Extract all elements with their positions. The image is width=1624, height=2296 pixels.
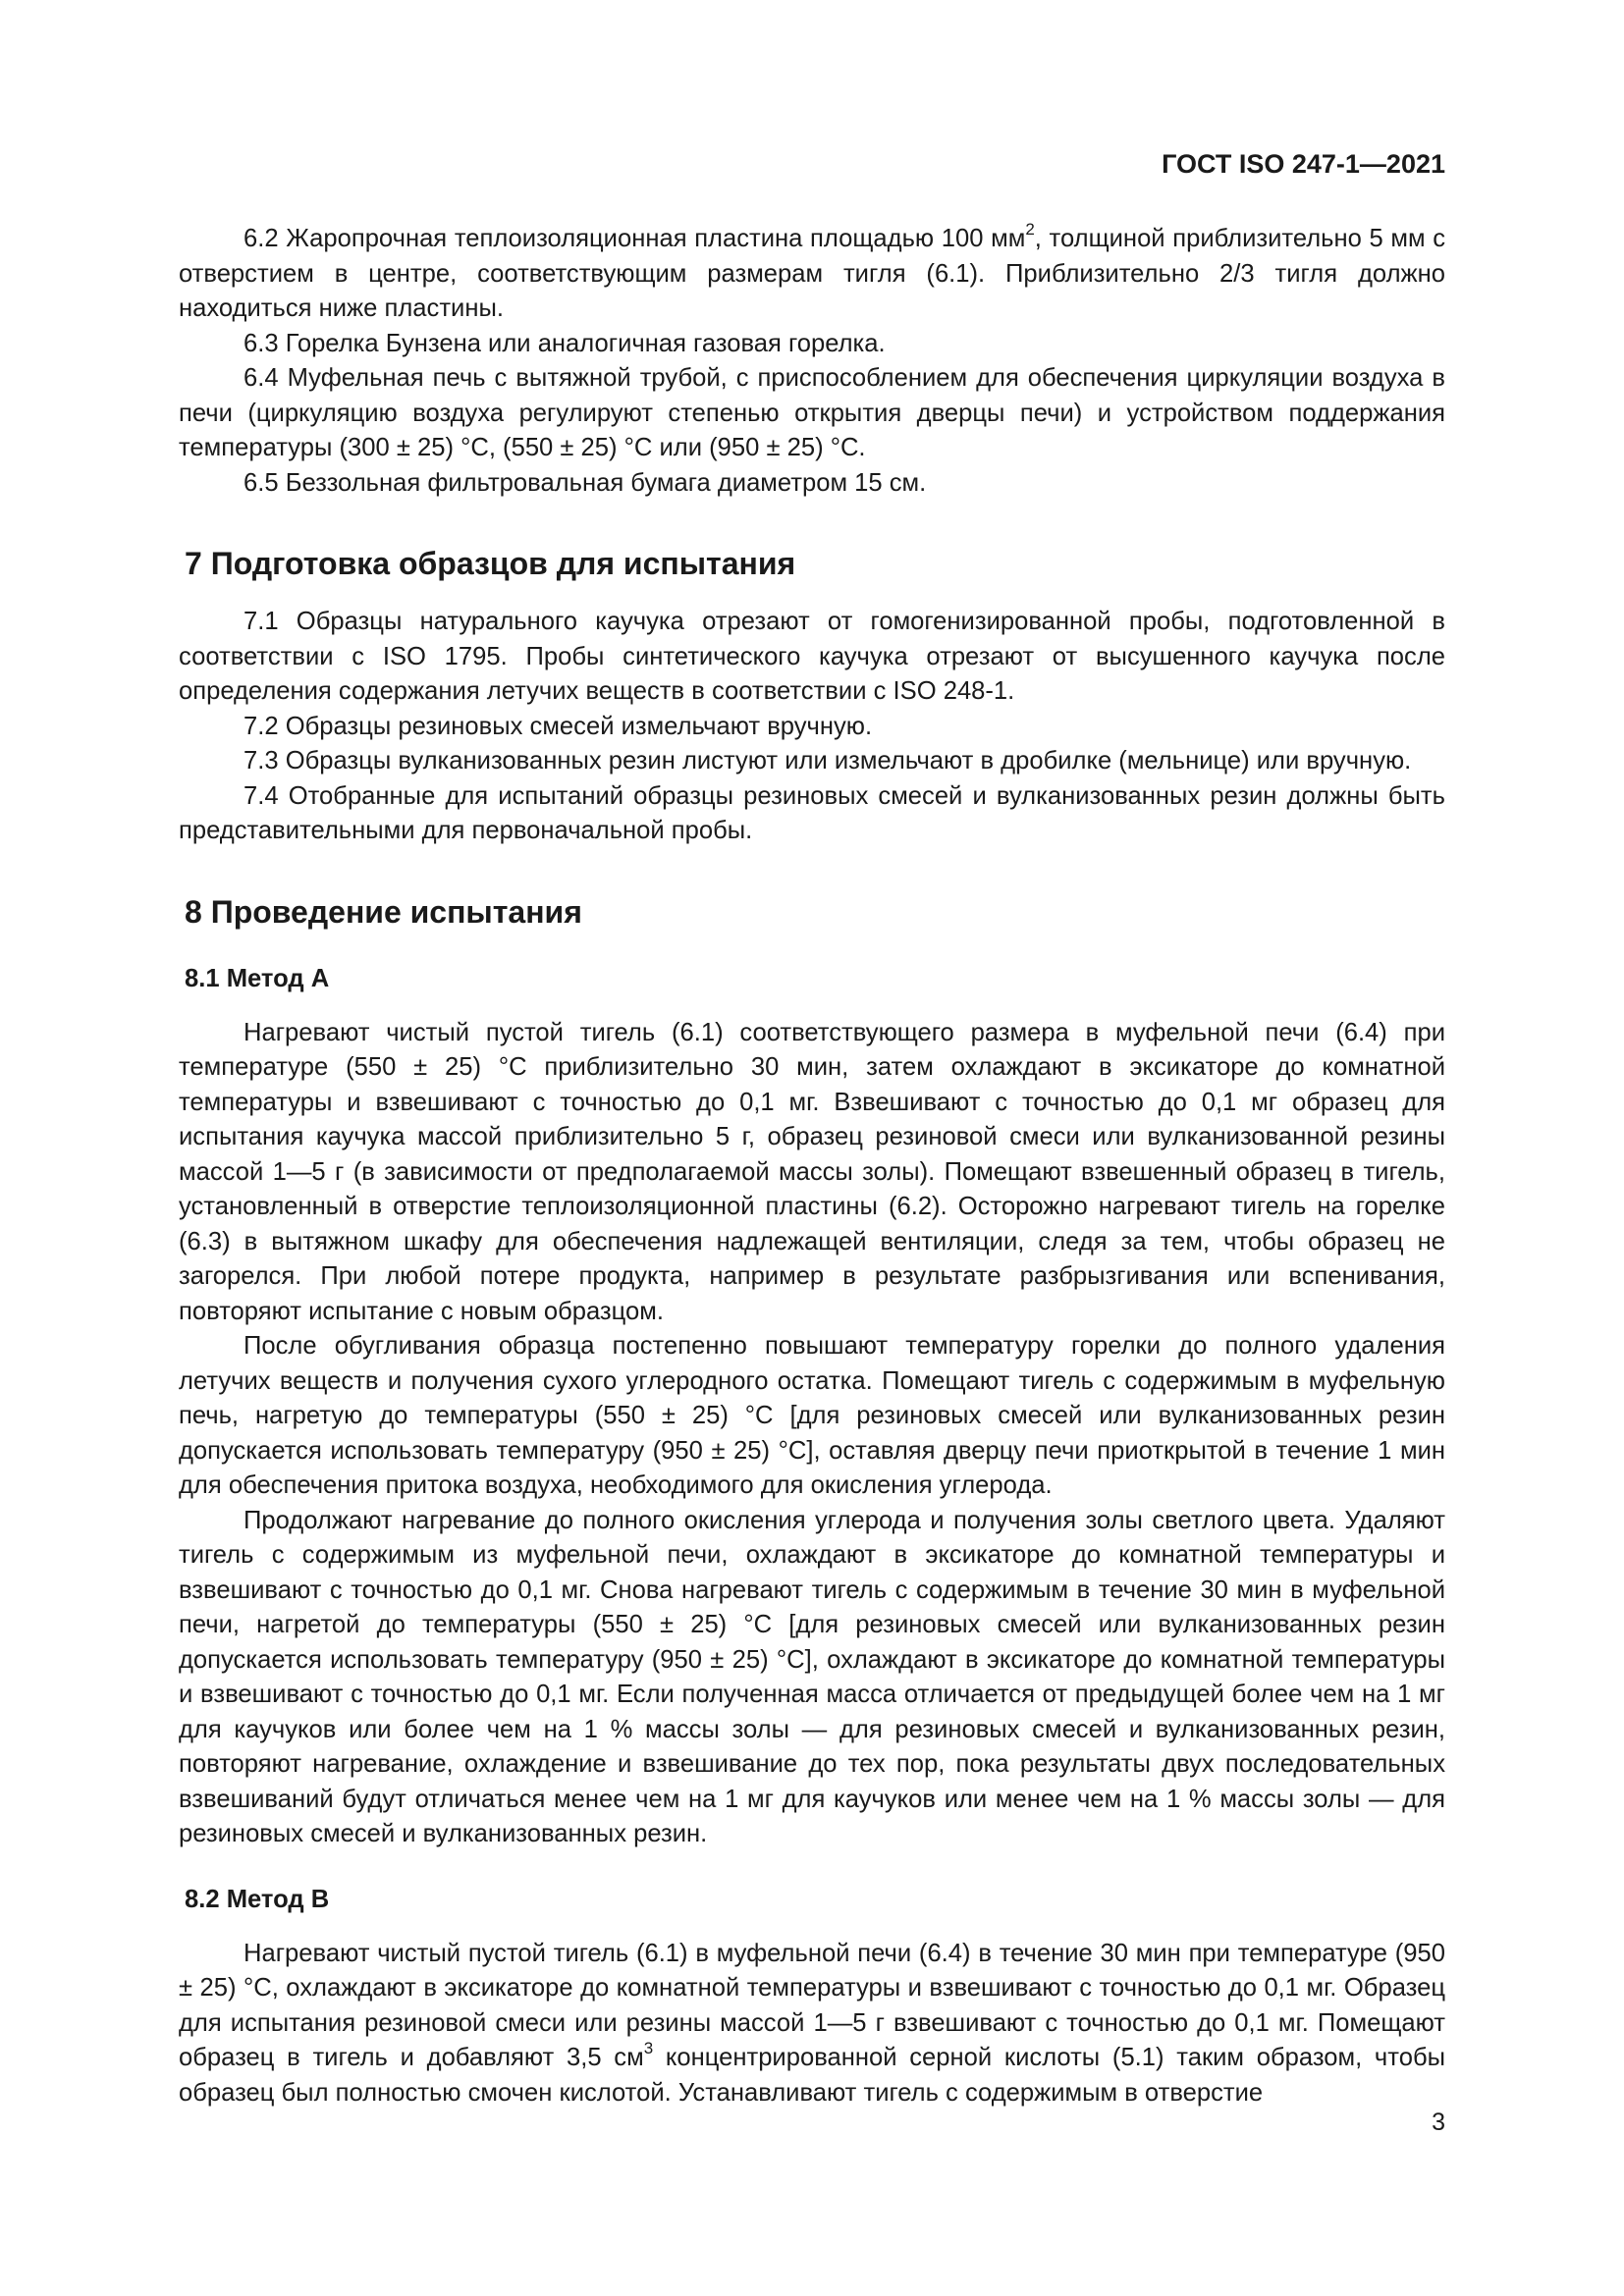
method-b-paragraph-1 [179,1937,1445,2111]
section-8-heading: 8 Проведение испытания [185,893,582,930]
superscript: 2 [1025,220,1035,240]
method-b-heading: 8.2 Метод В [185,1885,330,1913]
method-b-text-a: Нагревают чистый пустой тигель (6.1) в муфельной печи (6.4) в течение 30 мин при температуре (950 ± 25) °С, охлаждают в эксикаторе до комнатной температуры и взвешивают с точностью до 0,1 мг. Образец для испытания резиновой смеси или резины массой 1—5 г взвешивают с точностью до 0,1 мг. Помещают образец в тигель и добавляют 3,5 см [179,1939,1445,2071]
clause-7-2: 7.2 Образцы резиновых смесей измельчают вручную. [244,712,873,740]
clause-6-4: 6.4 Муфельная печь с вытяжной трубой, с приспособлением для обеспечения циркуляции воздуха в печи (циркуляцию воздуха регулируют степенью открытия дверцы печи) и устройством поддержания температуры (300 ± 25) °С, (550 ± 25) °С или (950 ± 25) °С. [179,364,1445,461]
clause-6-2-text-a: 6.2 Жаропрочная теплоизоляционная пластина площадью 100 мм [244,225,1026,252]
page-number: 3 [1432,2109,1445,2136]
method-a-paragraph-2: После обугливания образца постепенно повышают температуру горелки до полного удаления летучих веществ и получения сухого углеродного остатка. Помещают тигель с содержимым в муфельную печь, нагретую до температуры (550 ± 25) °С [для резиновых смесей или вулканизованных резин допускается использовать температуру (950 ± 25) °С], оставляя дверцу печи приоткрытой в течение 1 мин для обеспечения притока воздуха, необходимого для окисления углерода. [179,1332,1445,1499]
superscript: 3 [643,2039,654,2058]
method-a-heading: 8.1 Метод А [185,964,330,992]
clause-6-5: 6.5 Беззольная фильтровальная бумага диаметром 15 см. [244,468,927,497]
section-7-heading: 7 Подготовка образцов для испытания [185,546,796,581]
method-a-paragraph-3: Продолжают нагревание до полного окисления углерода и получения золы светлого цвета. Удаляют тигель с содержимым из муфельной печи, охлаждают в эксикаторе до комнатной температуры и взвешивают с точностью до 0,1 мг. Снова нагревают тигель с содержимым в течение 30 мин в муфельной печи, нагретой до температуры (550 ± 25) °С [для резиновых смесей или вулканизованных резин допускается использовать температуру (950 ± 25) °С], охлаждают в эксикаторе до комнатной температуры и взвешивают с точностью до 0,1 мг. Если полученная масса отличается от предыдущей более чем на 1 мг для каучуков или более чем на 1 % массы золы — для резиновых смесей и вулканизованных резин, повторяют нагревание, охлаждение и взвешивание до тех пор, пока результаты двух последовательных взвешиваний будут отличаться менее чем на 1 мг для каучуков или менее чем на 1 % массы золы — для резиновых смесей и вулканизованных резин. [179,1506,1445,1847]
clause-7-4: 7.4 Отобранные для испытаний образцы резиновых смесей и вулканизованных резин должны быть представительными для первоначальной пробы. [179,781,1445,844]
document-header: ГОСТ ISO 247-1—2021 [1162,149,1445,179]
method-b-text-b: концентрированной серной кислоты (5.1) таким образом, чтобы образец был полностью смочен кислотой. Устанавливают тигель с содержимым в отверстие [179,2044,1445,2107]
method-a-paragraph-1: Нагревают чистый пустой тигель (6.1) соответствующего размера в муфельной печи (6.4) при температуре (550 ± 25) °С приблизительно 30 мин, затем охлаждают в эксикаторе до комнатной температуры и взвешивают с точностью до 0,1 мг. Взвешивают с точностью до 0,1 мг образец для испытания каучука массой приблизительно 5 г, образец резиновой смеси или вулканизованной резины массой 1—5 г (в зависимости от предполагаемой массы золы). Помещают взвешенный образец в тигель, установленный в отверстие теплоизоляционной пластины (6.2). Осторожно нагревают тигель на горелке (6.3) в вытяжном шкафу для обеспечения надлежащей вентиляции, следя за тем, чтобы образец не загорелся. При любой потере продукта, например в результате разбрызгивания или вспенивания, повторяют испытание с новым образцом. [179,1018,1445,1325]
document-body [179,222,1445,2110]
clause-7-3: 7.3 Образцы вулканизованных резин листуют или измельчают в дробилке (мельнице) или вручную. [244,747,1412,774]
clause-6-3: 6.3 Горелка Бунзена или аналогичная газовая горелка. [244,329,886,357]
clause-6-2 [179,222,1445,327]
clause-6-2-text-b: , толщиной приблизительно 5 мм с отверстием в центре, соответствующим размерам тигля (6.1). Приблизительно 2/3 тигля должно находиться ниже пластины. [179,225,1446,322]
clause-7-1: 7.1 Образцы натурального каучука отрезают от гомогенизированной пробы, подготовленной в соответствии с ISO 1795. Пробы синтетического каучука отрезают от высушенного каучука после определения содержания летучих веществ в соответствии с ISO 248-1. [179,608,1445,705]
